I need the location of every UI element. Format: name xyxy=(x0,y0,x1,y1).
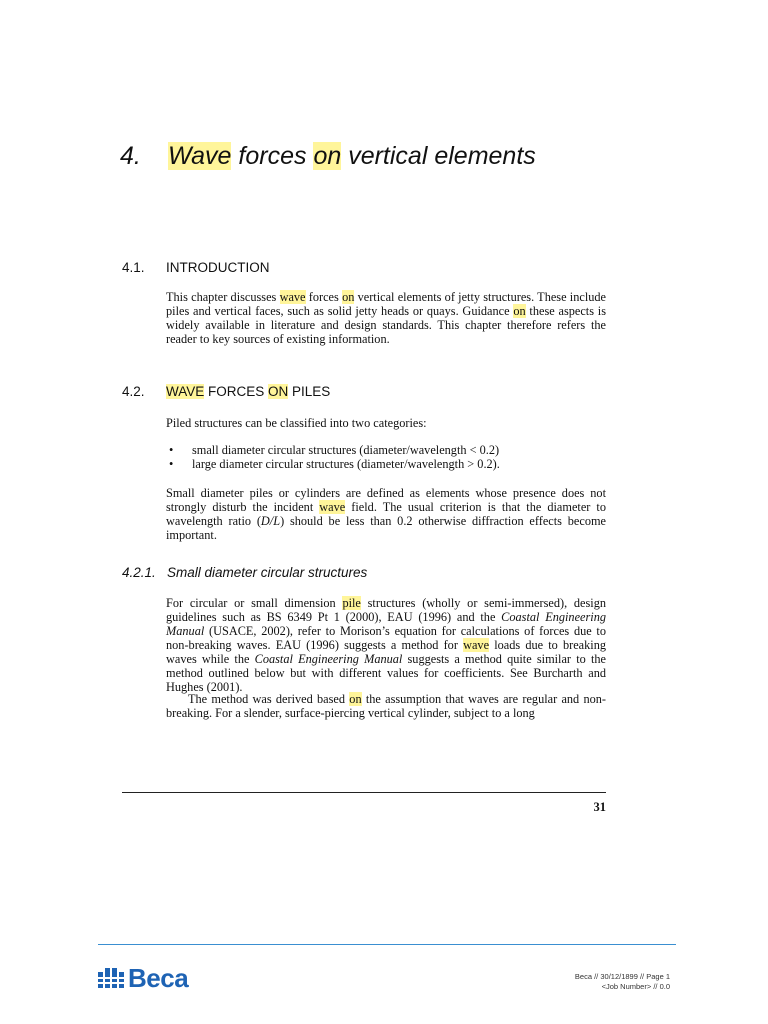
text-run: field. The usual criterion is that the diameter to wavelength ratio ( xyxy=(166,500,606,528)
section-title: INTRODUCTION xyxy=(166,260,270,275)
subsection-number: 4.2.1. xyxy=(122,565,156,580)
list-item xyxy=(166,457,606,471)
search-highlight: ON xyxy=(268,384,289,399)
beca-logo xyxy=(98,964,210,992)
search-highlight: on xyxy=(313,142,342,170)
list-item-text: small diameter circular structures (diameter/wavelength < 0.2) xyxy=(192,443,500,457)
search-highlight: on xyxy=(513,304,526,318)
piles-intro-paragraph: Piled structures can be classified into two categories: xyxy=(166,416,427,430)
beca-logo-text: Beca xyxy=(128,963,189,993)
section-number: 4.2. xyxy=(122,384,145,399)
text-run: For circular or small dimension xyxy=(166,596,343,610)
chapter-title xyxy=(120,142,536,171)
chapter-number: 4. xyxy=(120,142,141,170)
page-number: 31 xyxy=(593,800,606,814)
text-run: Small diameter piles or cylinders are defined as elements whose presence does not strongly disturb the incident xyxy=(166,486,606,514)
italic-text: Coastal Engineering Manual xyxy=(166,610,606,638)
italic-text: Coastal Engineering Manual xyxy=(254,652,403,666)
bullet-icon: • xyxy=(169,457,174,471)
introduction-paragraph xyxy=(166,290,606,346)
section-number: 4.1. xyxy=(122,260,145,275)
footer-info xyxy=(575,972,670,992)
search-highlight: Wave xyxy=(168,142,232,170)
morison-paragraph xyxy=(166,596,606,694)
small-diameter-definition-paragraph xyxy=(166,486,606,542)
text-run: forces xyxy=(305,290,343,304)
bullet-icon: • xyxy=(169,443,174,457)
italic-text: D/L xyxy=(260,514,281,528)
search-highlight: on xyxy=(342,290,355,304)
text-run: suggests a method quite similar to the method outlined below but with different values for coefficients. See Burcharth and Hughes (2001). xyxy=(166,652,606,694)
text-run: ) should be less than 0.2 otherwise diffraction effects become important. xyxy=(166,514,606,542)
subsection-title: Small diameter circular structures xyxy=(167,565,368,580)
footer-divider xyxy=(98,944,676,945)
text-run: structures (wholly or semi-immersed), design guidelines such as BS 6349 Pt 1 (2000), EAU (1996) and the xyxy=(166,596,606,624)
search-highlight: wave xyxy=(319,500,346,514)
footer-line: <Job Number> // 0.0 xyxy=(601,982,670,991)
beca-mark-icon xyxy=(98,965,124,991)
text-run: This chapter discusses xyxy=(166,290,280,304)
search-highlight: on xyxy=(349,692,362,706)
text-run: loads due to breaking waves while the xyxy=(166,638,606,666)
subsection-heading-small-diameter xyxy=(122,565,367,580)
list-item-text: large diameter circular structures (diameter/wavelength > 0.2). xyxy=(192,457,500,471)
list-item xyxy=(166,443,606,457)
category-list xyxy=(166,443,606,471)
text-run: vertical elements of jetty structures. These include piles and vertical faces, such as solid jetty heads or quays. Guidance xyxy=(166,290,606,318)
text-run: the assumption that waves are regular and non-breaking. For a slender, surface-piercing vertical cylinder, subject to a long xyxy=(166,692,606,720)
text-run: (USACE, 2002), refer to Morison’s equation for calculations of forces due to non-breaking waves. EAU (1996) suggests a method for xyxy=(166,624,606,652)
text-run: The method was derived based xyxy=(188,692,350,706)
search-highlight: WAVE xyxy=(166,384,205,399)
text-run: these aspects is widely available in literature and design standards. This chapter therefore refers the reader to key sources of existing information. xyxy=(166,304,606,346)
page-divider xyxy=(122,792,606,793)
search-highlight: wave xyxy=(463,638,490,652)
search-highlight: wave xyxy=(279,290,306,304)
search-highlight: pile xyxy=(342,596,361,610)
footer-line: Beca // 30/12/1899 // Page 1 xyxy=(574,972,670,981)
chapter-title-text: vertical elements xyxy=(341,142,536,170)
section-heading-wave-forces-on-piles xyxy=(122,384,330,399)
section-heading-introduction xyxy=(122,260,270,275)
section-title: FORCES xyxy=(204,384,269,399)
method-paragraph xyxy=(166,692,606,720)
chapter-title-text: forces xyxy=(231,142,314,170)
section-title: PILES xyxy=(288,384,331,399)
